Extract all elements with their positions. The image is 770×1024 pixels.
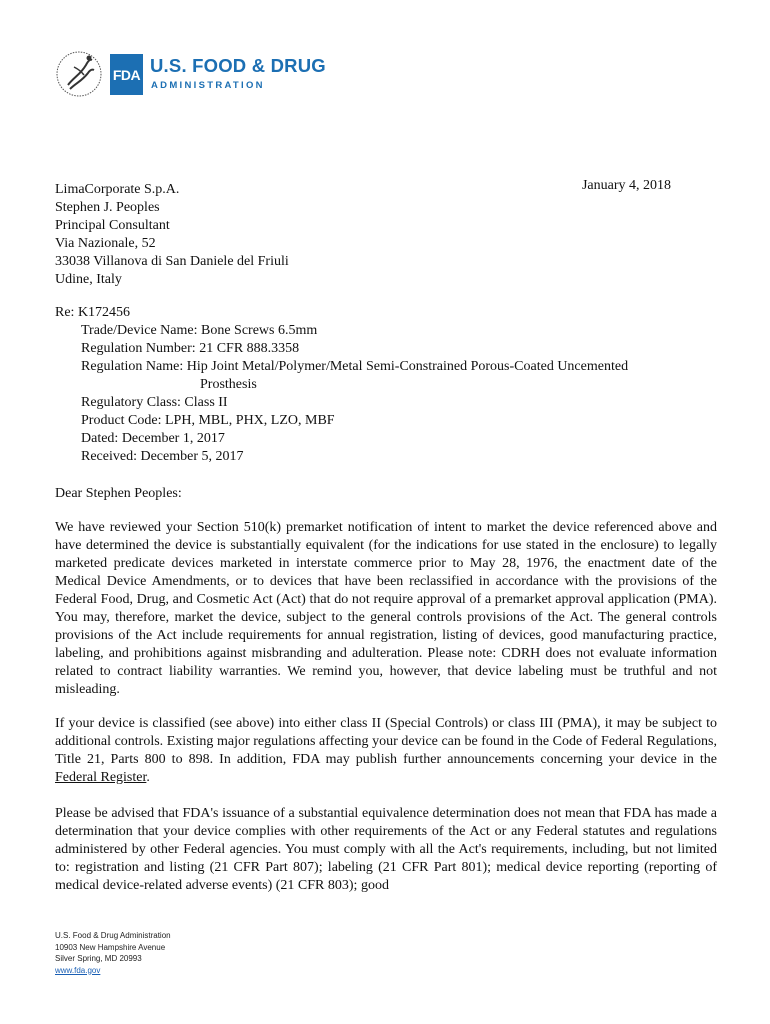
- hhs-seal-icon: [54, 45, 104, 103]
- recipient-line: 33038 Villanova di San Daniele del Friuli: [55, 254, 289, 269]
- fda-website-link[interactable]: www.fda.gov: [55, 965, 101, 975]
- reference-block: [55, 304, 705, 466]
- recipient-address: [55, 181, 289, 289]
- regulation-name-continued: Prosthesis: [200, 377, 257, 392]
- letter-date: January 4, 2018: [581, 178, 671, 193]
- recipient-line: LimaCorporate S.p.A.: [55, 182, 180, 197]
- footer-street: 10903 New Hampshire Avenue: [55, 942, 166, 952]
- paragraph-2: [55, 715, 717, 787]
- footer-city: Silver Spring, MD 20993: [55, 954, 142, 963]
- dated: Dated: December 1, 2017: [81, 431, 225, 446]
- agency-subtitle: ADMINISTRATION: [151, 80, 265, 91]
- agency-name: U.S. FOOD & DRUG: [150, 55, 326, 76]
- recipient-line: Via Nazionale, 52: [55, 236, 156, 251]
- regulatory-class: Regulatory Class: Class II: [81, 395, 228, 410]
- regulation-number: Regulation Number: 21 CFR 888.3358: [81, 341, 300, 356]
- recipient-line: Principal Consultant: [55, 218, 170, 233]
- paragraph-2-text: If your device is classified (see above) into either class II (Special Controls) or class III (PMA), it may be subject to additional controls. Existing major regulations affecting your device can be found in the Code of Federal Regulations, Title 21, Parts 800 to 898. In addition, FDA may publish further announcements concerning your device in the: [55, 716, 717, 767]
- received: Received: December 5, 2017: [81, 449, 244, 464]
- product-code: Product Code: LPH, MBL, PHX, LZO, MBF: [81, 413, 335, 428]
- recipient-line: Stephen J. Peoples: [55, 200, 160, 215]
- footer-org: U.S. Food & Drug Administration: [55, 931, 171, 940]
- recipient-line: Udine, Italy: [55, 272, 122, 287]
- trade-device-name: Trade/Device Name: Bone Screws 6.5mm: [81, 323, 318, 338]
- fda-logo-mark: FDA: [110, 54, 143, 95]
- regulation-name: Regulation Name: Hip Joint Metal/Polymer/Metal Semi-Constrained Porous-Coated Uncemented: [81, 359, 629, 374]
- paragraph-3: Please be advised that FDA's issuance of a substantial equivalence determination does not mean that FDA has made a determination that your device complies with other requirements of the Act or any Federal statutes and regulations administered by other Federal agencies. You must comply with all the Act's requirements, including, but not limited to: registration and listing (21 CFR Part 807); labeling (21 CFR Part 801); medical device reporting (reporting of medical device-related adverse events) (21 CFR 803); good: [55, 806, 717, 893]
- federal-register-link[interactable]: Federal Register: [55, 770, 147, 785]
- re-line: Re: K172456: [55, 305, 131, 320]
- paragraph-2-end: .: [146, 770, 150, 785]
- paragraph-1: We have reviewed your Section 510(k) premarket notification of intent to market the device referenced above and have determined the device is substantially equivalent (for the indications for use stated in the enclosure) to legally marketed predicate devices marketed in interstate commerce prior to May 28, 1976, the enactment date of the Medical Device Amendments, or to devices that have been reclassified in accordance with the provisions of the Federal Food, Drug, and Cosmetic Act (Act) that do not require approval of a premarket approval application (PMA). You may, therefore, market the device, subject to the general controls provisions of the Act. The general controls provisions of the Act include requirements for annual registration, listing of devices, good manufacturing practice, labeling, and prohibitions against misbranding and adulteration. Please note: CDRH does not evaluate information related to contract liability warranties. We remind you, however, that device labeling must be truthful and not misleading.: [55, 520, 717, 697]
- salutation: Dear Stephen Peoples:: [55, 486, 182, 501]
- footer-address: [55, 930, 171, 976]
